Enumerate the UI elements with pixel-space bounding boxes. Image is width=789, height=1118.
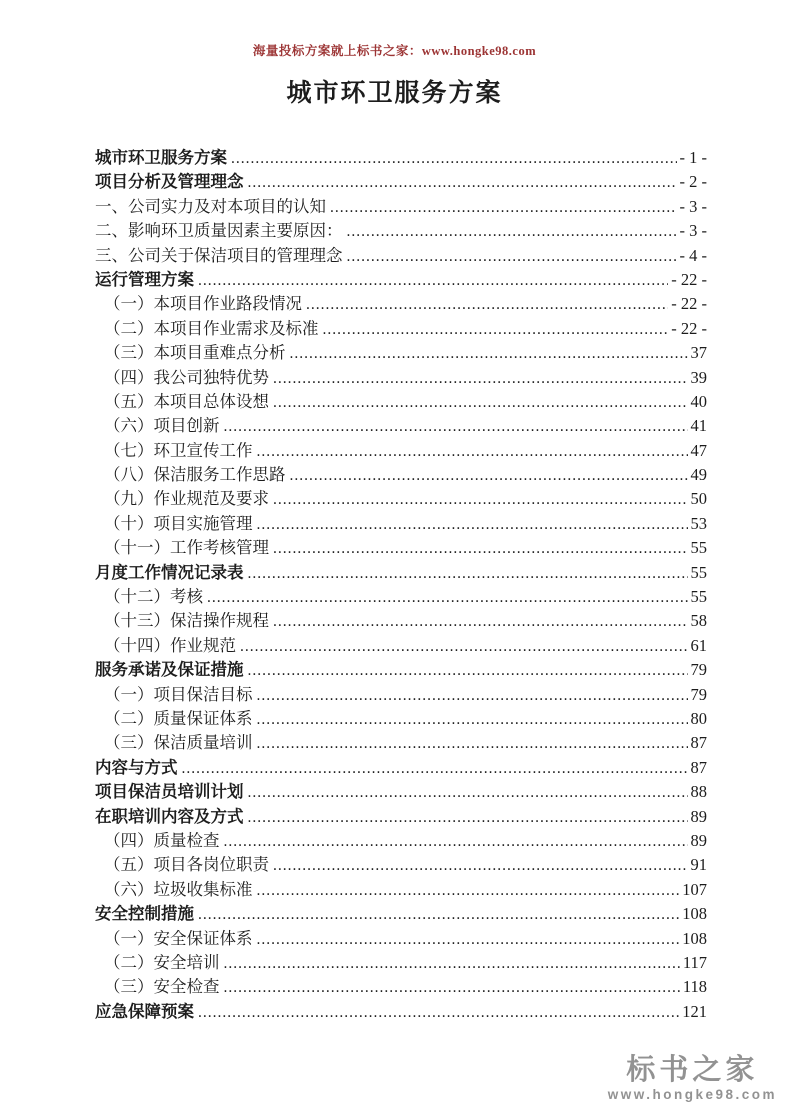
toc-entry[interactable] [95,731,707,755]
toc-leader-dots [248,561,688,586]
toc-entry-title: （四）我公司独特优势 [104,367,269,387]
toc-entry-title: 安全控制措施 [95,904,194,924]
toc-entry-title: （二）本项目作业需求及标准 [104,318,319,338]
toc-entry-page: 87 [690,733,707,753]
toc-leader-dots [224,951,680,976]
toc-entry[interactable] [95,683,707,707]
toc-entry-title: 服务承诺及保证措施 [95,660,244,680]
toc-entry[interactable] [95,390,707,414]
toc-entry-title: （十四）作业规范 [104,635,236,655]
toc-entry-page: 53 [690,513,707,533]
toc-entry[interactable] [95,317,707,341]
toc-entry-page: - 3 - [679,196,707,216]
watermark-url: www.hongke98.com [607,1087,777,1102]
toc-leader-dots [248,658,688,683]
toc-entry[interactable] [95,219,707,243]
toc-entry-title: （六）垃圾收集标准 [104,879,253,899]
toc-entry-title: （十二）考核 [104,587,203,607]
toc-entry-title: 运行管理方案 [95,269,194,289]
toc-entry[interactable] [95,609,707,633]
toc-entry[interactable] [95,878,707,902]
toc-leader-dots [257,927,680,952]
toc-entry-page: 121 [682,1001,707,1021]
toc-entry-title: （一）本项目作业路段情况 [104,294,302,314]
toc-entry-page: - 4 - [679,245,707,265]
toc-leader-dots [231,146,677,171]
toc-entry-title: 项目分析及管理理念 [95,172,244,192]
toc-entry[interactable] [95,634,707,658]
toc-entry[interactable] [95,756,707,780]
toc-entry[interactable] [95,414,707,438]
toc-entry-title: 三、公司关于保洁项目的管理理念 [95,245,343,265]
toc-leader-dots [273,487,688,512]
toc-entry-page: 58 [690,611,707,631]
toc-entry-page: 89 [690,806,707,826]
toc-entry-title: （三）保洁质量培训 [104,733,253,753]
toc-leader-dots [198,902,679,927]
toc-leader-dots [207,585,688,610]
toc-entry[interactable] [95,292,707,316]
toc-entry-page: 87 [690,757,707,777]
toc-entry-page: - 22 - [671,318,707,338]
toc-entry-page: 79 [690,684,707,704]
toc-entry-title: （二）安全培训 [104,952,220,972]
toc-entry-title: （五）本项目总体设想 [104,391,269,411]
header-notice-url: www.hongke98.com [421,44,537,58]
toc-entry-page: 40 [690,391,707,411]
toc-entry-page: 41 [690,416,707,436]
toc-leader-dots [198,268,668,293]
toc-entry[interactable] [95,170,707,194]
toc-leader-dots [290,463,688,488]
toc-leader-dots [257,683,688,708]
toc-leader-dots [248,170,677,195]
document-title: 城市环卫服务方案 [286,80,503,107]
toc-entry-title: （三）安全检查 [104,977,220,997]
toc-leader-dots [224,829,688,854]
toc-leader-dots [224,414,688,439]
toc-entry[interactable] [95,487,707,511]
watermark-brand: 标书之家 [626,1054,759,1086]
toc-entry-title: （一）安全保证体系 [104,928,253,948]
toc-leader-dots [323,317,669,342]
toc-entry[interactable] [95,853,707,877]
toc-entry-title: （八）保洁服务工作思路 [104,465,286,485]
toc-entry-page: 80 [690,708,707,728]
table-of-contents [95,146,707,1024]
toc-entry-title: 内容与方式 [95,757,178,777]
toc-entry-title: 城市环卫服务方案 [95,148,227,167]
toc-entry-page: 107 [682,879,707,899]
toc-entry[interactable] [95,366,707,390]
toc-leader-dots [257,439,688,464]
toc-leader-dots [306,292,668,317]
toc-entry-page: 91 [690,855,707,875]
toc-entry[interactable] [95,268,707,292]
header-notice [0,44,789,59]
toc-entry-title: （二）质量保证体系 [104,708,253,728]
toc-leader-dots [290,341,688,366]
toc-leader-dots [347,219,677,244]
toc-entry-page: 89 [690,830,707,850]
toc-entry-title: 在职培训内容及方式 [95,806,244,826]
toc-entry-page: 79 [690,660,707,680]
toc-entry-page: 55 [690,587,707,607]
watermark [608,1055,777,1102]
toc-entry[interactable] [95,439,707,463]
toc-entry[interactable] [95,512,707,536]
toc-entry-page: 49 [690,465,707,485]
toc-leader-dots [248,780,688,805]
toc-leader-dots [248,805,688,830]
toc-entry[interactable] [95,927,707,951]
toc-entry[interactable] [95,536,707,560]
toc-entry-page: 47 [690,440,707,460]
toc-entry[interactable] [95,902,707,926]
toc-leader-dots [330,195,677,220]
toc-entry-page: 37 [690,343,707,363]
toc-entry-title: 月度工作情况记录表 [95,562,244,582]
toc-leader-dots [273,853,688,878]
toc-entry-page: 117 [682,952,707,972]
toc-leader-dots [273,366,688,391]
toc-leader-dots [182,756,688,781]
toc-entry-title: （十三）保洁操作规程 [104,611,269,631]
toc-leader-dots [224,975,680,1000]
toc-leader-dots [273,536,688,561]
toc-entry-title: 一、公司实力及对本项目的认知 [95,196,326,216]
toc-leader-dots [257,707,688,732]
toc-entry[interactable] [95,658,707,682]
toc-leader-dots [240,634,688,659]
toc-entry-page: - 22 - [671,269,707,289]
toc-entry-page: - 2 - [679,172,707,192]
header-notice-text: 海量投标方案就上标书之家： [252,44,422,58]
toc-entry[interactable] [95,585,707,609]
toc-entry-title: （九）作业规范及要求 [104,489,269,509]
toc-entry[interactable] [95,146,707,170]
toc-entry-title: （十一）工作考核管理 [104,538,269,558]
toc-entry-page: 61 [690,635,707,655]
toc-entry[interactable] [95,805,707,829]
toc-entry-page: 118 [682,977,707,997]
toc-entry-title: （五）项目各岗位职责 [104,855,269,875]
toc-leader-dots [347,244,677,269]
toc-entry-page: 39 [690,367,707,387]
toc-entry-title: 应急保障预案 [95,1001,194,1021]
toc-entry-page: 108 [682,904,707,924]
toc-entry[interactable] [95,951,707,975]
toc-entry[interactable] [95,341,707,365]
toc-entry-page: - 3 - [679,221,707,241]
toc-entry-page: - 1 - [679,148,707,167]
toc-entry[interactable] [95,829,707,853]
toc-entry-title: 项目保洁员培训计划 [95,782,244,802]
toc-entry-title: （四）质量检查 [104,830,220,850]
toc-entry-title: （十）项目实施管理 [104,513,253,533]
toc-entry[interactable] [95,561,707,585]
toc-entry[interactable] [95,707,707,731]
toc-entry[interactable] [95,244,707,268]
toc-leader-dots [257,731,688,756]
toc-entry-page: 55 [690,538,707,558]
toc-entry[interactable] [95,463,707,487]
toc-entry-page: 55 [690,562,707,582]
toc-leader-dots [273,390,688,415]
toc-entry[interactable] [95,195,707,219]
toc-entry-title: （一）项目保洁目标 [104,684,253,704]
toc-leader-dots [257,878,680,903]
toc-leader-dots [273,609,688,634]
toc-entry-title: （七）环卫宣传工作 [104,440,253,460]
toc-entry-page: 108 [682,928,707,948]
toc-leader-dots [198,1000,679,1025]
toc-entry[interactable] [95,1000,707,1024]
toc-entry[interactable] [95,975,707,999]
toc-entry-page: 50 [690,489,707,509]
toc-entry-title: 二、影响环卫质量因素主要原因： [95,221,343,241]
toc-entry-title: （三）本项目重难点分析 [104,343,286,363]
toc-entry-page: 88 [690,782,707,802]
toc-leader-dots [257,512,688,537]
toc-entry[interactable] [95,780,707,804]
toc-entry-page: - 22 - [671,294,707,314]
toc-entry-title: （六）项目创新 [104,416,220,436]
